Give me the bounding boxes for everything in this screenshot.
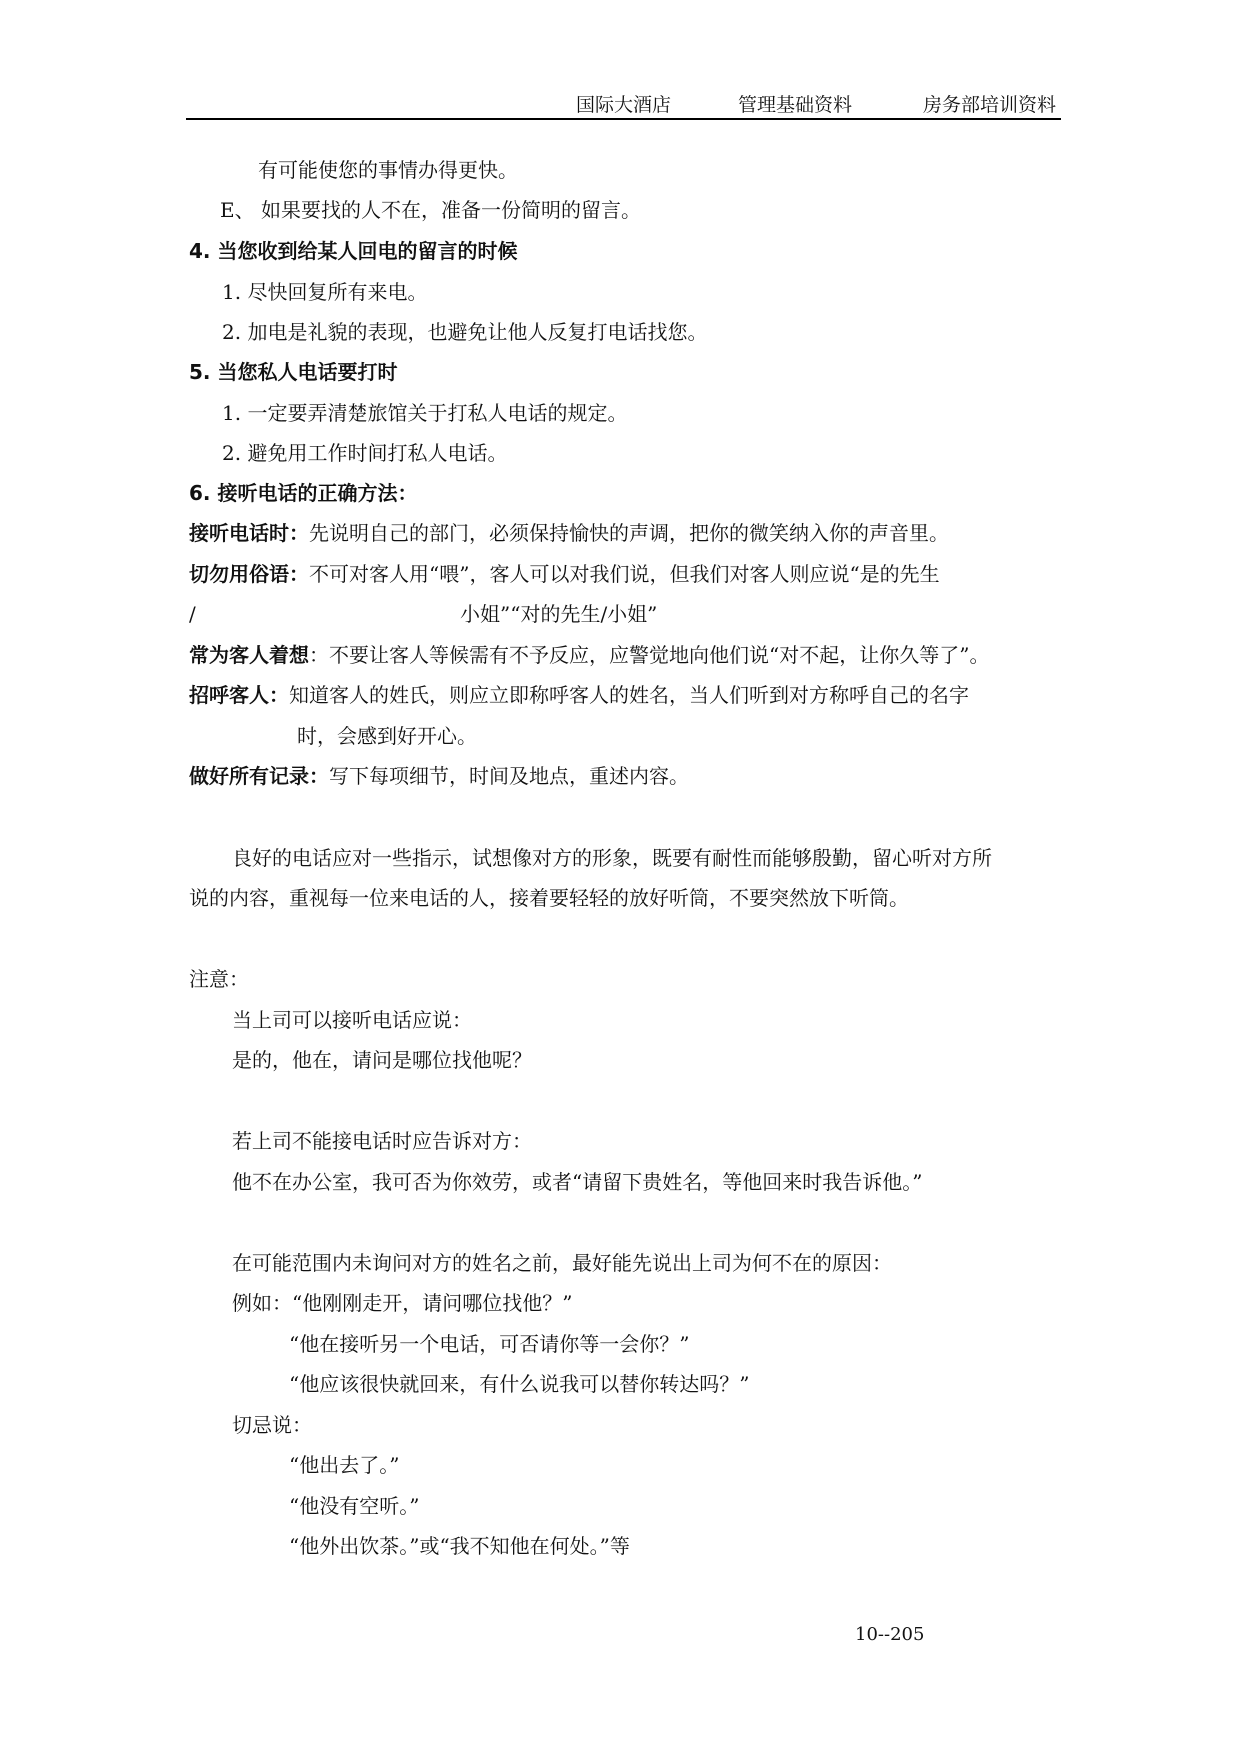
tip-line: [189, 520, 949, 546]
tip-label: 常为客人着想: [189, 643, 309, 667]
list-item: 2. 避免用工作时间打私人电话。: [222, 441, 508, 465]
tip-line: [189, 561, 940, 587]
text-line: 有可能使您的事情办得更快。: [258, 158, 518, 182]
list-item: 2. 加电是礼貌的表现，也避免让他人反复打电话找您。: [222, 320, 708, 344]
note-line: 例如：“他刚刚走开，请问哪位找他？”: [232, 1291, 573, 1315]
tip-label: 招呼客人：: [189, 683, 289, 707]
tip-text: 知道客人的姓氏，则应立即称呼客人的姓名，当人们听到对方称呼自己的名字: [289, 683, 969, 707]
section-heading-4: 4. 当您收到给某人回电的留言的时候: [189, 239, 518, 263]
tip-label: 切勿用俗语：: [189, 562, 309, 586]
note-line: “他应该很快就回来，有什么说我可以替你转达吗？”: [289, 1372, 750, 1396]
header-dept: 房务部培训资料: [923, 94, 1057, 116]
page-header: [186, 86, 1061, 120]
text-line: 时，会感到好开心。: [297, 724, 477, 748]
text-line: /: [189, 602, 196, 626]
list-item: 1. 一定要弄清楚旅馆关于打私人电话的规定。: [222, 401, 628, 425]
tip-line: [189, 682, 969, 708]
note-line: “他没有空听。”: [289, 1494, 420, 1518]
tip-label: 做好所有记录：: [189, 764, 329, 788]
paragraph-line: 良好的电话应对一些指示，试想像对方的形象，既要有耐性而能够殷勤，留心听对方所: [232, 846, 992, 870]
note-line: 他不在办公室，我可否为你效劳，或者“请留下贵姓名，等他回来时我告诉他。”: [232, 1170, 923, 1194]
note-line: “他出去了。”: [289, 1453, 400, 1477]
paragraph-line: 说的内容，重视每一位来电话的人，接着要轻轻的放好听筒，不要突然放下听筒。: [189, 886, 909, 910]
tip-line: [189, 642, 989, 668]
note-line: 若上司不能接电话时应告诉对方：: [232, 1129, 532, 1153]
section-heading-6: 6. 接听电话的正确方法：: [189, 481, 418, 505]
tip-line: [189, 763, 689, 789]
tip-text: 不可对客人用“喂”，客人可以对我们说，但我们对客人则应说“是的先生: [309, 562, 940, 586]
note-line: “他在接听另一个电话，可否请你等一会你？”: [289, 1332, 690, 1356]
text-line: E、 如果要找的人不在，准备一份简明的留言。: [220, 198, 641, 222]
tip-label: 接听电话时：: [189, 521, 309, 545]
note-line: 当上司可以接听电话应说：: [232, 1008, 472, 1032]
header-hotel: 国际大酒店: [576, 94, 672, 116]
note-heading: 注意：: [189, 967, 249, 991]
note-line: 在可能范围内未询问对方的姓名之前，最好能先说出上司为何不在的原因：: [232, 1251, 892, 1275]
note-line: 切忌说：: [232, 1413, 312, 1437]
page-number: 10--205: [855, 1624, 925, 1645]
note-line: 是的，他在，请问是哪位找他呢？: [232, 1048, 532, 1072]
note-line: “他外出饮茶。”或“我不知他在何处。”等: [289, 1534, 630, 1558]
tip-text: 写下每项细节，时间及地点，重述内容。: [329, 764, 689, 788]
text-line: 小姐”“对的先生/小姐”: [460, 602, 658, 626]
section-heading-5: 5. 当您私人电话要打时: [189, 360, 398, 384]
tip-text: 先说明自己的部门，必须保持愉快的声调，把你的微笑纳入你的声音里。: [309, 521, 949, 545]
tip-text: ：不要让客人等候需有不予反应，应警觉地向他们说“对不起，让你久等了”。: [309, 643, 990, 667]
list-item: 1. 尽快回复所有来电。: [222, 280, 428, 304]
header-doc: 管理基础资料: [738, 94, 853, 116]
